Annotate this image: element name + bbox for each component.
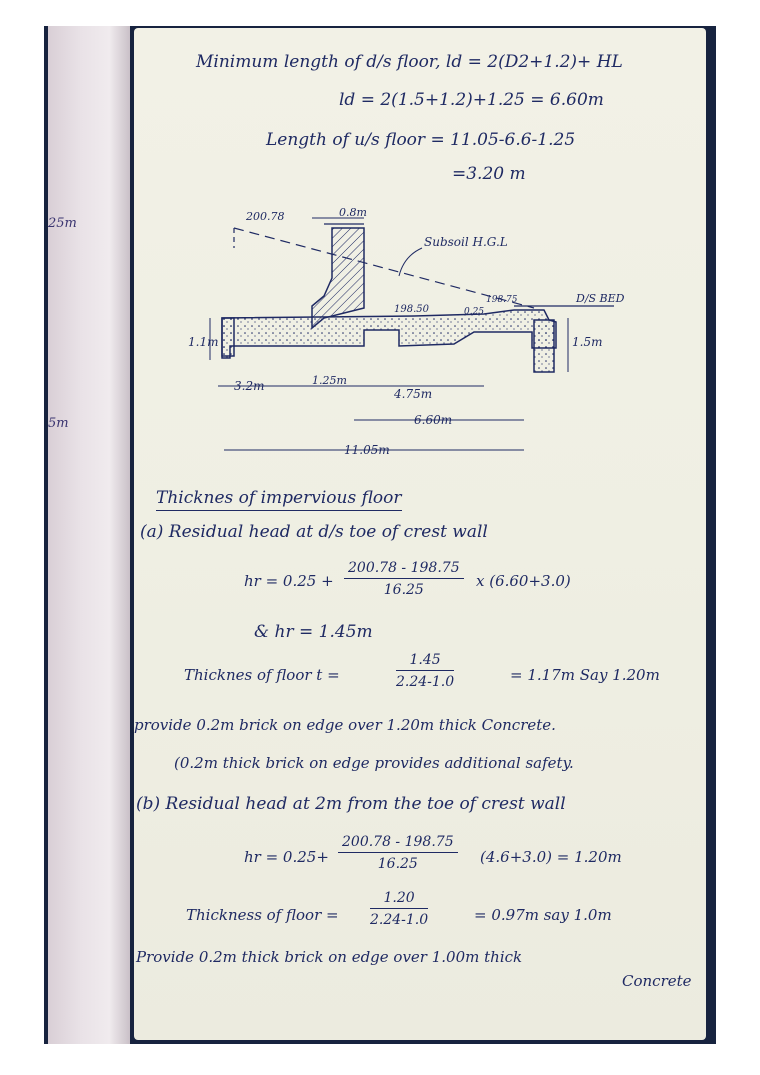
b-eq-den: 16.25 — [377, 856, 418, 872]
b-eq-frac — [338, 834, 458, 872]
b-eq-rhs: (4.6+3.0) = 1.20m — [480, 848, 622, 866]
margin-fragment-1: 25m — [48, 216, 77, 231]
us-cutoff — [222, 318, 234, 356]
b-thk-frac — [370, 890, 428, 928]
b-thk-lhs: Thickness of floor = — [186, 906, 339, 924]
dim-us-label: 3.2m — [234, 379, 265, 393]
a-eq1-frac — [344, 560, 464, 598]
b-provide: Provide 0.2m thick brick on edge over 1.00m thick — [136, 948, 523, 966]
a-thk-rhs: = 1.17m Say 1.20m — [510, 666, 660, 684]
drop-label: 0.25 — [464, 307, 485, 317]
right-depth-label: 1.5m — [572, 335, 603, 349]
part-b-title: (b) Residual head at 2m from the toe of crest wall — [136, 794, 566, 814]
b-thk-num: 1.20 — [370, 890, 428, 909]
level-198-75: 198.75 — [486, 295, 518, 305]
level-198-50: 198.50 — [394, 304, 429, 315]
margin-fragment-2: 5m — [48, 416, 69, 431]
b-eq-lhs: hr = 0.25+ — [244, 848, 329, 866]
dim-660-label: 6.60m — [414, 413, 453, 427]
dim-475-label: 4.75m — [394, 387, 433, 401]
a-thk-lhs: Thicknes of floor t = — [184, 666, 340, 684]
section-heading-text: Thicknes of impervious floor — [156, 488, 402, 511]
b-provide-2: Concrete — [622, 972, 692, 990]
line-us-result: =3.20 m — [452, 164, 526, 184]
a-thk-num: 1.45 — [396, 652, 454, 671]
dim-crest-label: 1.25m — [312, 374, 347, 387]
left-notebook-page — [48, 26, 130, 1044]
b-thk-rhs: = 0.97m say 1.0m — [474, 906, 612, 924]
impervious-floor — [222, 310, 556, 358]
crest-wall — [312, 228, 364, 328]
section-heading — [156, 490, 402, 507]
b-eq-num: 200.78 - 198.75 — [338, 834, 458, 853]
b-thk-den: 2.24-1.0 — [370, 912, 429, 928]
ds-bed-label: D/S BED — [576, 292, 625, 305]
weir-section-diagram — [188, 198, 674, 458]
a-provide: provide 0.2m brick on edge over 1.20m thick Concrete. — [134, 716, 556, 734]
ds-cutoff — [534, 320, 554, 372]
a-eq2: & hr = 1.45m — [254, 622, 373, 642]
a-thk-frac — [396, 652, 454, 690]
hgl-label: Subsoil H.G.L — [424, 235, 508, 249]
a-eq1-lhs: hr = 0.25 + — [244, 572, 334, 590]
notebook-page — [134, 28, 706, 1040]
a-eq1-rhs: x (6.60+3.0) — [476, 572, 571, 590]
a-thk-den: 2.24-1.0 — [396, 674, 455, 690]
crest-level-label: 200.78 — [246, 210, 285, 223]
left-depth-label: 1.1m — [188, 335, 219, 349]
line-ld-value: ld = 2(1.5+1.2)+1.25 = 6.60m — [339, 90, 604, 110]
line-us-floor: Length of u/s floor = 11.05-6.6-1.25 — [266, 130, 576, 150]
line-min-length: Minimum length of d/s floor, ld = 2(D2+1.2)+ HL — [196, 52, 623, 72]
a-eq1-den: 16.25 — [383, 582, 424, 598]
hgl-pointer — [399, 248, 422, 276]
part-a-title: (a) Residual head at d/s toe of crest wall — [140, 522, 488, 542]
crest-width-label: 0.8m — [339, 206, 367, 219]
a-note: (0.2m thick brick on edge provides additional safety. — [174, 754, 574, 772]
a-eq1-num: 200.78 - 198.75 — [344, 560, 464, 579]
dim-total-label: 11.05m — [344, 443, 390, 457]
